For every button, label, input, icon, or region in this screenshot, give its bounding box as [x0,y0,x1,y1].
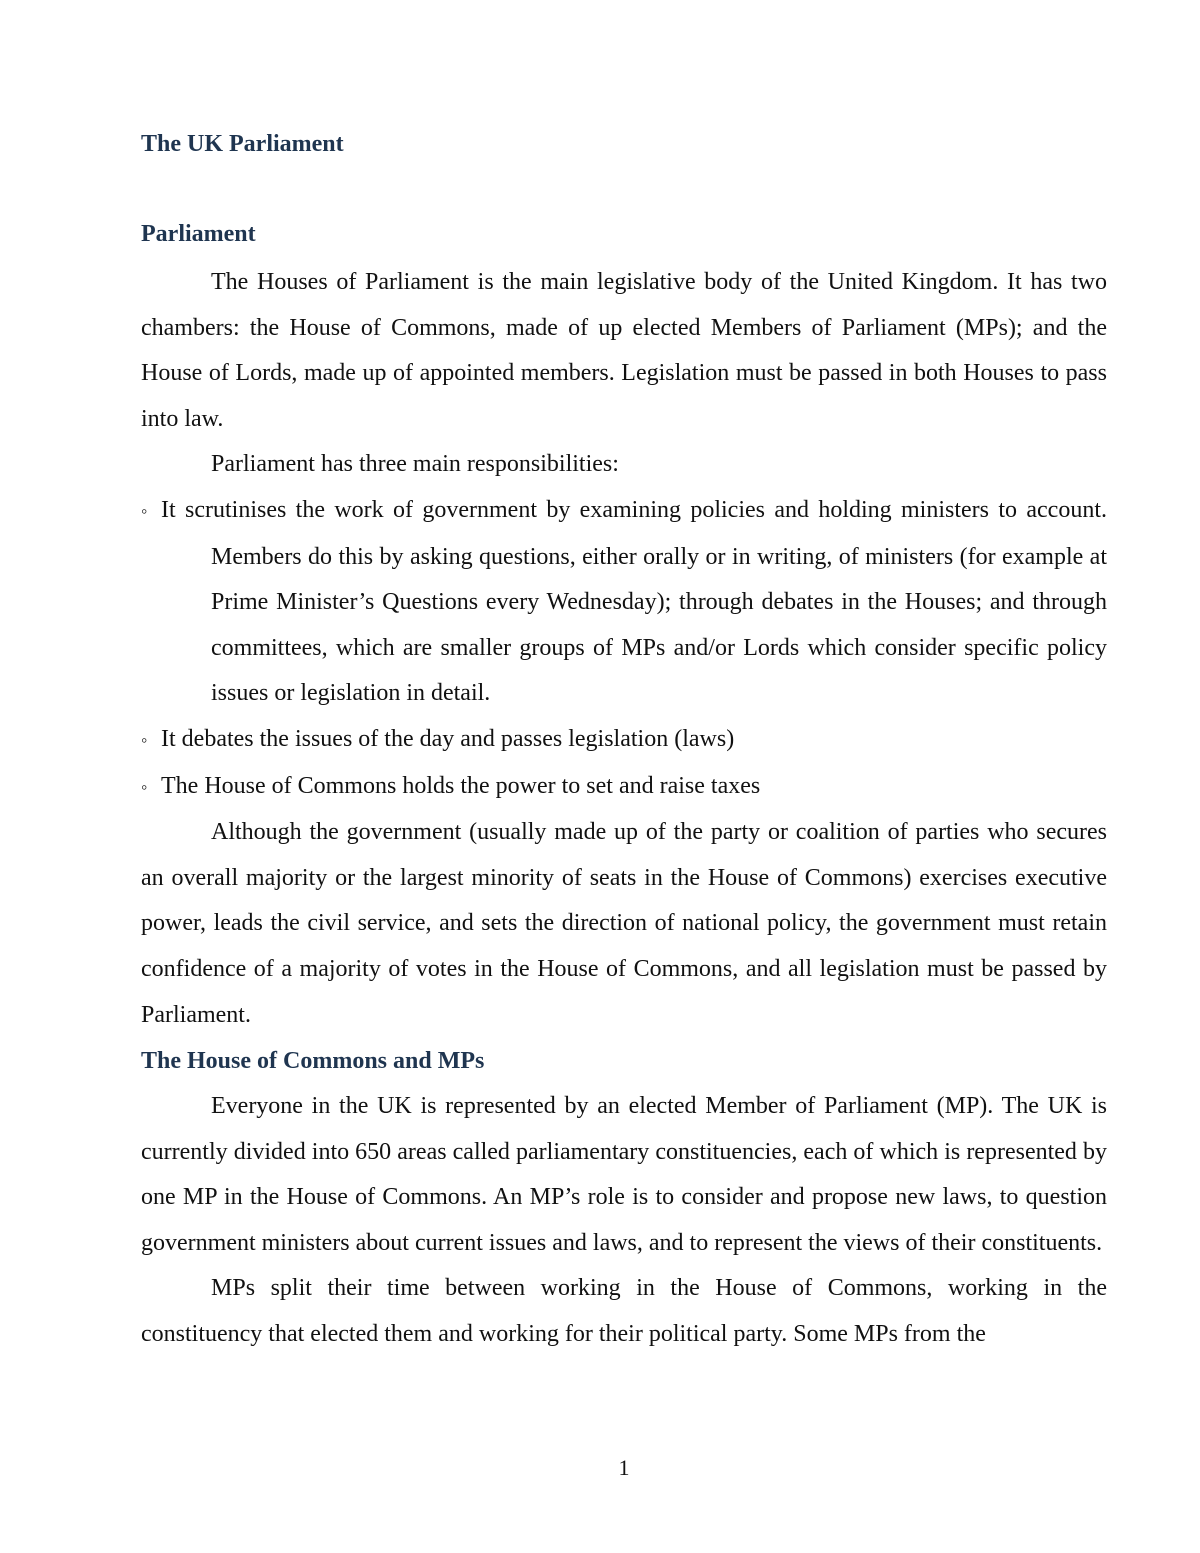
list-item [141,488,1107,717]
list-item [141,717,1107,764]
page-number: 1 [618,1455,630,1480]
section-heading-parliament: Parliament [141,221,256,247]
parliament-closing-paragraph: Although the government (usually made up of the party or coalition of parties who secures an overall majority or the largest minority of seats in the House of Commons) exercises executive power, leads the civil service, and sets the direction of national policy, the government must retain confidence of a majority of votes in the House of Commons, and all legislation must be passed by Parliament. [141,819,1107,1028]
commons-paragraph-2: MPs split their time between working in the House of Commons, working in the constituency that elected them and working for their political party. Some MPs from the [141,1275,1107,1348]
bullet-marker-icon: ◦ [141,500,148,521]
list-item [141,764,1107,811]
parliament-intro-paragraph: The Houses of Parliament is the main legislative body of the United Kingdom. It has two chambers: the House of Commons, made of up elected Members of Parliament (MPs); and the House of Lords, made up of appointed members. Legislation must be passed in both Houses to pass into law. [141,269,1107,432]
list-item-text: The House of Commons holds the power to set and raise taxes [161,772,761,799]
responsibilities-lead: Parliament has three main responsibilities: [211,451,619,478]
bullet-marker-icon: ◦ [141,776,148,797]
list-item-text: It debates the issues of the day and passes legislation (laws) [161,725,735,752]
document-title: The UK Parliament [141,131,344,157]
commons-paragraph-1: Everyone in the UK is represented by an elected Member of Parliament (MP). The UK is currently divided into 650 areas called parliamentary constituencies, each of which is represented by one MP in the House of Commons. An MP’s role is to consider and propose new laws, to question government ministers about current issues and laws, and to represent the views of their constituents. [141,1093,1107,1256]
document-page [141,126,1107,1358]
section-heading-commons: The House of Commons and MPs [141,1048,485,1075]
list-item-text: It scrutinises the work of government by examining policies and holding ministers to account. Members do this by asking questions, either orally or in writing, of ministers (for example at Prime Minister’s Questions every Wednesday); through debates in the Houses; and through committees, which are smaller groups of MPs and/or Lords which consider specific policy issues or legislation in detail. [161,496,1107,707]
bullet-marker-icon: ◦ [141,729,148,750]
responsibilities-list [141,488,1107,810]
